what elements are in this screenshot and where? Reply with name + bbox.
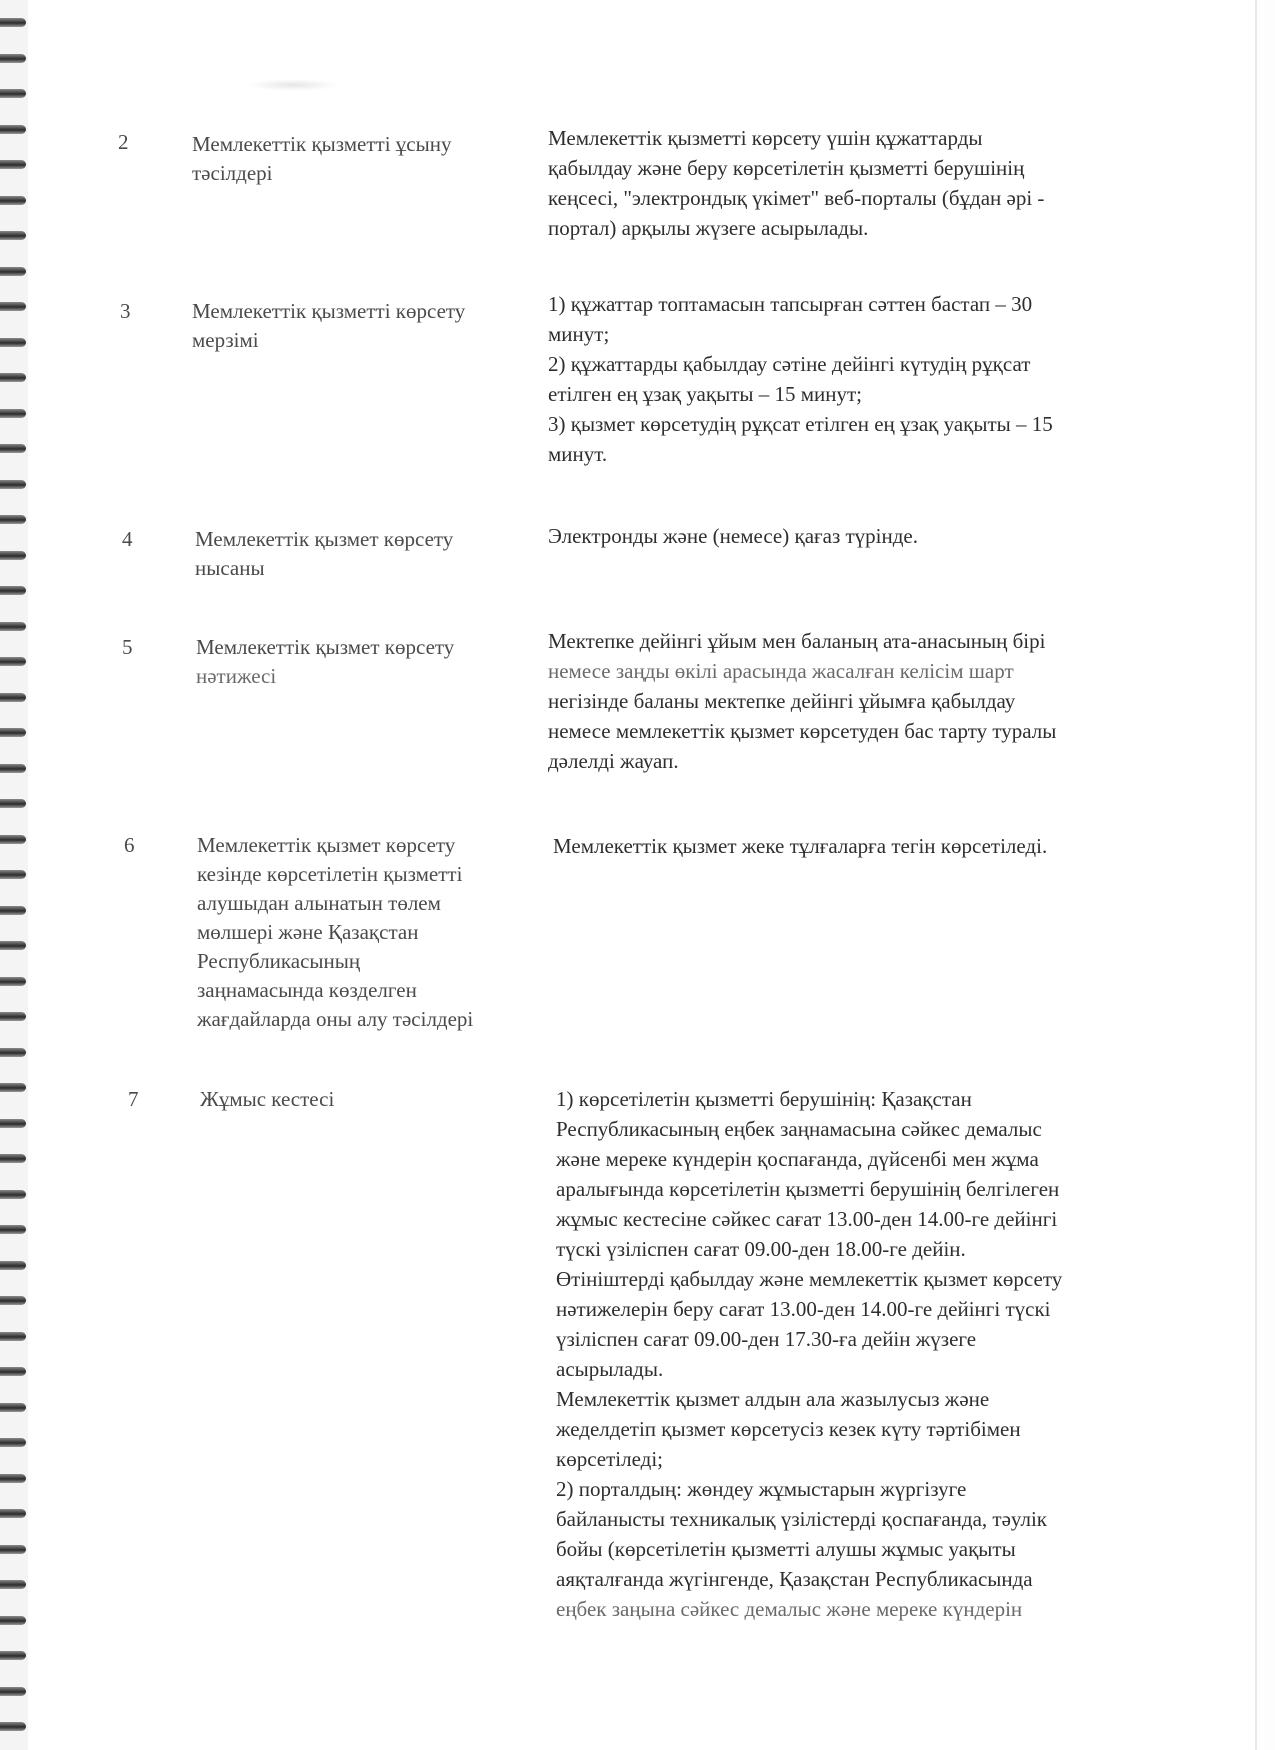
binding-ring — [0, 1261, 26, 1270]
row-number: 5 — [122, 635, 133, 659]
binding-ring — [0, 196, 26, 205]
row-number: 3 — [120, 299, 131, 323]
binding-ring — [0, 1545, 26, 1554]
binding-ring — [0, 1154, 26, 1163]
binding-ring — [0, 1048, 26, 1057]
binding-ring — [0, 302, 26, 311]
binding-ring — [0, 54, 26, 63]
binding-ring — [0, 89, 26, 98]
binding-ring — [0, 1119, 26, 1128]
row-number: 2 — [118, 130, 129, 154]
binding-ring — [0, 1651, 26, 1660]
row-label: Мемлекеттік қызмет көрсету нысаны — [195, 527, 454, 580]
binding-ring — [0, 338, 26, 347]
row-content: Мемлекеттік қызмет жеке тұлғаларға тегін көрсетіледі. — [553, 834, 1048, 858]
row-number: 4 — [122, 527, 133, 551]
binding-ring — [0, 728, 26, 737]
row-number: 6 — [124, 833, 135, 857]
binding-ring — [0, 267, 26, 276]
binding-ring — [0, 551, 26, 560]
binding-ring — [0, 1438, 26, 1447]
binding-ring — [0, 586, 26, 595]
binding-ring — [0, 1083, 26, 1092]
binding-ring — [0, 693, 26, 702]
binding-ring — [0, 1403, 26, 1412]
row-label: Жұмыс кестесі — [200, 1087, 335, 1111]
binding-ring — [0, 764, 26, 773]
row-content: Электронды және (немесе) қағаз түрінде. — [548, 524, 919, 548]
binding-ring — [0, 906, 26, 915]
binding-ring — [0, 1190, 26, 1199]
row-label: Мемлекеттік қызметті көрсету мерзімі — [192, 299, 466, 352]
row-content: 1) көрсетілетін қызметті берушінің: Қазақстан Республикасының еңбек заңнамасына сәйкес демалыс және мереке күндерін қоспағанда, дүйсенбі мен жұма аралығында көрсетілетін қызметті берушінің белгілеген жұмыс кестесіне сәйкес сағат 13.00-ден 14.00-ге дейінгі түскі үзіліспен сағат 09.00-ден 18.00-ге дейін. Өтініштерді қабылдау және мемлекеттік қызмет көрсету нәтижелерін беру сағат 13.00-ден 14.00-ге дейінгі түскі үзіліспен сағат 09.00-ден 17.30-ға дейін жүзеге асырылады. Мемлекеттік қызмет алдын ала жазылусыз және жеделдетіп қызмет көрсетусіз кезек күту тәртібімен көрсетіледі; 2) порталдың: жөндеу жұмыстарын жүргізуге байланысты техникалық үзілістерді қоспағанда, тәулік бойы (көрсетілетін қызметті алушы жұмыс уақыты аяқталғанда жүгінгенде, Қазақстан Республикасында еңбек заңына сәйкес демалыс және мереке күндерін — [556, 1087, 1063, 1621]
binding-ring — [0, 444, 26, 453]
binding-ring — [0, 1616, 26, 1625]
binding-ring — [0, 622, 26, 631]
binding-ring — [0, 1722, 26, 1731]
row-content: 1) құжаттар топтамасын тапсырған сәттен бастап – 30 минут; 2) құжаттарды қабылдау сәтіне дейінгі күтудің рұқсат етілген ең ұзақ уақыты – 15 минут; 3) қызмет көрсетудің рұқсат етілген ең ұзақ уақыты – 15 минут. — [548, 292, 1053, 466]
row-content: Мектепке дейінгі ұйым мен баланың ата-анасының бірі немесе заңды өкілі арасында жасалған келісім шарт негізінде баланы мектепке дейінгі ұйымға қабылдау немесе мемлекеттік қызмет көрсетуден бас тарту туралы дәлелді жауап. — [548, 629, 1057, 773]
page-edge — [1255, 0, 1275, 1750]
binding-ring — [0, 125, 26, 134]
binding-ring — [0, 1012, 26, 1021]
binding-ring — [0, 1580, 26, 1589]
row-label: Мемлекеттік қызмет көрсету нәтижесі — [196, 635, 455, 688]
row-number: 7 — [128, 1087, 139, 1111]
scan-smudge — [248, 79, 338, 91]
binding-ring — [0, 409, 26, 418]
row-label: Мемлекеттік қызмет көрсету кезінде көрсетілетін қызметті алушыдан алынатын төлем мөлшері және Қазақстан Республикасының заңнамасында көзделген жағдайларда оны алу тәсілдері — [197, 833, 474, 1031]
binding-ring — [0, 977, 26, 986]
binding-ring — [0, 515, 26, 524]
binding-ring — [0, 1332, 26, 1341]
spiral-binding — [0, 0, 28, 1750]
row-label: Мемлекеттік қызметті ұсыну тәсілдері — [192, 132, 452, 185]
binding-ring — [0, 18, 26, 27]
binding-ring — [0, 1367, 26, 1376]
binding-ring — [0, 870, 26, 879]
binding-ring — [0, 1296, 26, 1305]
binding-ring — [0, 941, 26, 950]
binding-ring — [0, 835, 26, 844]
binding-ring — [0, 1225, 26, 1234]
binding-ring — [0, 799, 26, 808]
binding-ring — [0, 1509, 26, 1518]
binding-ring — [0, 480, 26, 489]
binding-ring — [0, 657, 26, 666]
binding-ring — [0, 160, 26, 169]
binding-ring — [0, 1687, 26, 1696]
row-content: Мемлекеттік қызметті көрсету үшін құжаттарды қабылдау және беру көрсетілетін қызметті берушінің кеңсесі, "электрондық үкімет" веб-порталы (бұдан әрі - портал) арқылы жүзеге асырылады. — [548, 126, 1045, 240]
binding-ring — [0, 231, 26, 240]
binding-ring — [0, 373, 26, 382]
binding-ring — [0, 1474, 26, 1483]
